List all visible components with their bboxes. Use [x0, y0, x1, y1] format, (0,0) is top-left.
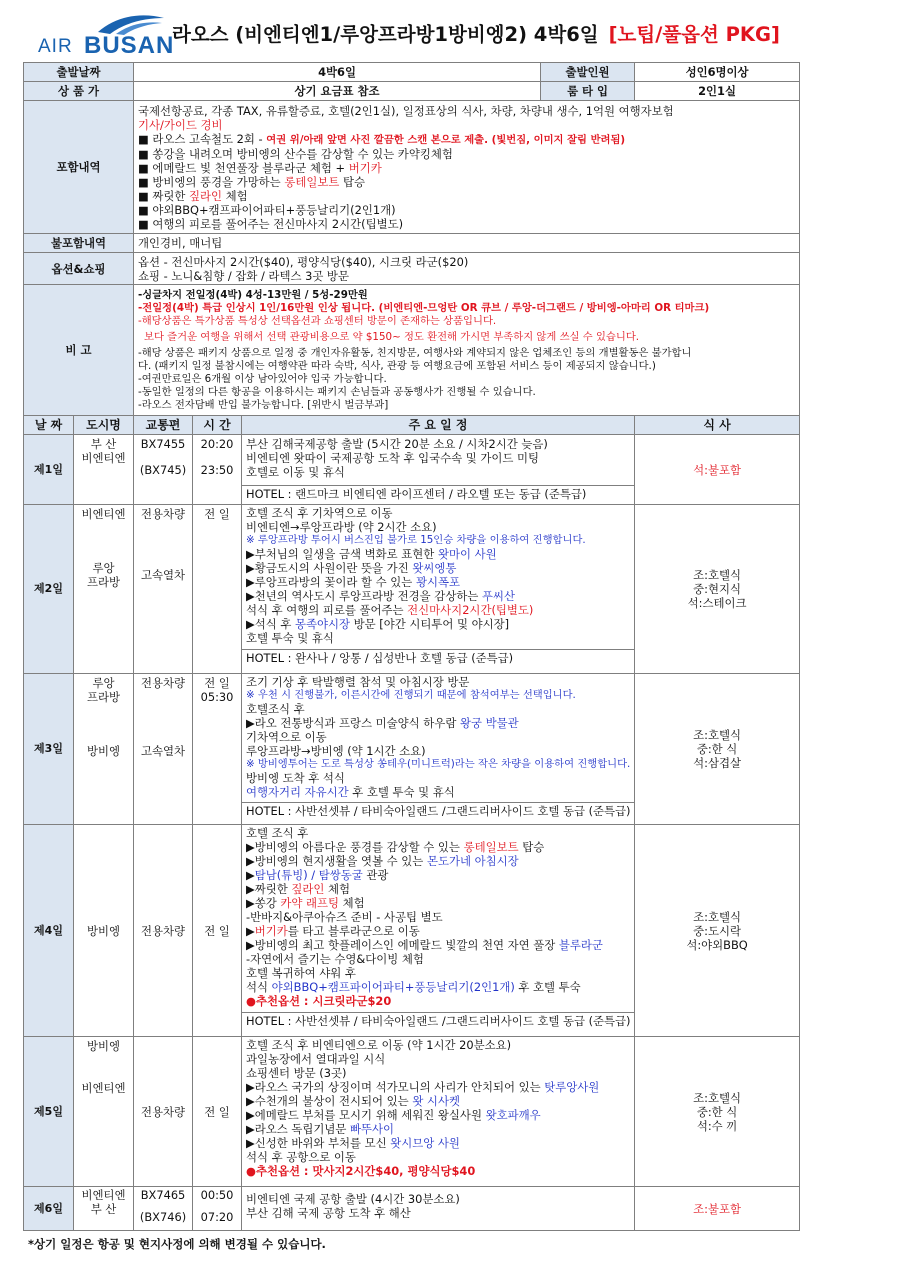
remark-upgrade: -전일정(4박) 특급 인상시 1인/16만원 인상 됩니다. (비엔티엔-므엉탄 OR 큐브 / 루앙-더그랜드 / 방비엥-아마리 OR 티마크): [138, 301, 710, 314]
title-text: 라오스 (비엔티엔1/루앙프라방1방비엥2) 4박6일: [172, 23, 599, 46]
day-row-3: [24, 674, 800, 825]
day-meals: 조:불포함: [635, 1187, 800, 1231]
itinerary-table: [23, 62, 800, 1231]
shopping-line: 쇼핑 - 노니&침향 / 잡화 / 라텍스 3곳 방문: [138, 268, 349, 283]
col-city: 도시명: [74, 416, 134, 435]
col-itinerary: 주 요 일 정: [242, 416, 635, 435]
price-value: 상기 요금표 참조: [134, 82, 541, 101]
info-row-price: [24, 82, 800, 101]
day-label: 제6일: [24, 1187, 74, 1231]
schedule-header: [24, 416, 800, 435]
people-label: 출발인원: [541, 63, 635, 82]
day-label: 제3일: [24, 674, 74, 825]
hotel-info: HOTEL : 랜드마크 비엔티엔 라이프센터 / 라오텔 또는 동급 (준특급): [242, 485, 634, 501]
included-item: ■ 쏭강을 내려오며 방비엥의 산수를 감상할 수 있는 카약킹체험: [138, 146, 453, 161]
included-content: [134, 101, 800, 234]
day-transport: BX7455 (BX745): [134, 435, 193, 505]
remark-money: 보다 즐거운 여행을 위해서 선택 관광비용으로 약 $150~ 정도 환전해 가시면 부족하지 않게 쓰실 수 있습니다.: [144, 330, 640, 343]
remark-special: -해당상품은 특가상품 특성상 선택옵션과 쇼핑센터 방문이 존재하는 상품입니다.: [138, 314, 497, 327]
logo-busan-text: BUSAN: [84, 32, 175, 59]
included-item: ■ 에메랄드 빛 천연풀장 블루라군 체험 + 버기카: [138, 160, 382, 175]
day-itinerary: 호텔 조식 후 비엔티엔으로 이동 (약 1시간 20분소요) 과일농장에서 열대과일 시식 쇼핑센터 방문 (3곳) ▶라오스 국가의 상징이며 석가모니의 사리가 안치되어 있는 탓루앙사원 ▶수천개의 불상이 전시되어 있는 왓 시사켓 ▶에메랄드 부처를 모시기 위해 세워진 왕실사원 왓호파깨우 ▶라오스 독립기념문 빠뚜사이 ▶신성한 바위와 부처를 모신 왓시므앙 사원 석식 후 공항으로 이동 ●추천옵션 : 맛사지2시간$40, 평양식당$40: [242, 1037, 635, 1187]
day-time: 전 일: [193, 1037, 242, 1187]
included-line: 국제선항공료, 각종 TAX, 유류할증료, 호텔(2인1실), 일정표상의 식사, 차량, 차량내 생수, 1억원 여행자보험: [138, 103, 674, 118]
day-row-5: [24, 1037, 800, 1187]
day-time: 전 일: [193, 825, 242, 1037]
options-line: 옵션 - 전신마사지 2시간($40), 평양식당($40), 시크릿 라군($20): [138, 254, 469, 269]
day-meals: 조:호텔식 중:한 식 석:삼겹살: [635, 674, 800, 825]
info-row-options: [24, 253, 800, 285]
air-busan-logo: [36, 10, 175, 59]
remark-note: 다. (패키지 일정 불참시에는 여행약관 따라 숙박, 식사, 관광 등 여행요금에 포함된 서비스 등이 제공되지 않습니다.): [138, 359, 656, 372]
remark-note: -해당 상품은 패키지 상품으로 일정 중 개인자유활동, 친지방문, 여행사와 계약되지 않은 업체조인 등의 개별활동은 불가합니: [138, 346, 692, 359]
day-meals: 조:호텔식 중:한 식 석:수 끼: [635, 1037, 800, 1187]
day-itinerary: 조기 기상 후 탁발행렬 참석 및 아침시장 방문 ※ 우천 시 진행불가, 이른시간에 진행되기 때문에 참석여부는 선택입니다. 호텔조식 후 ▶라오 전통방식과 프랑스 미술양식 하우람 왕궁 박물관 기차역으로 이동 루앙프라방→방비엥 (약 1시간 소요) ※ 방비엥투어는 도로 특성상 쏭테우(미니트럭)라는 작은 차량을 이용하여 진행합니다. 방비엥 도착 후 석식 여행자거리 자유시간 후 호텔 투숙 및 휴식 HOTEL : 사반선셋뷰 / 타비숙아일랜드 /그랜드리버사이드 호텔 동급 (준특급): [242, 674, 635, 825]
room-label: 룸 타 입: [541, 82, 635, 101]
col-time: 시 간: [193, 416, 242, 435]
day-row-2: [24, 505, 800, 674]
info-row-remarks: [24, 285, 800, 416]
day-meals: 석:불포함: [635, 435, 800, 505]
col-transport: 교통편: [134, 416, 193, 435]
included-line: 기사/가이드 경비: [138, 117, 223, 132]
day-label: 제1일: [24, 435, 74, 505]
included-item: ■ 라오스 고속철도 2회 - 여권 위/아래 앞면 사진 깔끔한 스캔 본으로 제출. (빛번짐, 이미지 잘림 반려됨): [138, 131, 626, 146]
day-row-4: [24, 825, 800, 1037]
info-row-excluded: [24, 234, 800, 253]
page-title: [172, 19, 780, 47]
day-city: 부 산 비엔티엔: [74, 435, 134, 505]
logo-air-text: AIR: [38, 36, 73, 57]
room-value: 2인1실: [635, 82, 800, 101]
day-label: 제4일: [24, 825, 74, 1037]
info-row-included: [24, 101, 800, 234]
excluded-label: 불포함내역: [24, 234, 134, 253]
remark-note: -라오스 전자담배 반입 불가능합니다. [위반시 벌금부과]: [138, 398, 389, 411]
day-transport: 전용차량: [134, 1037, 193, 1187]
day-transport: 전용차량 고속열차: [134, 505, 193, 674]
hotel-info: HOTEL : 사반선셋뷰 / 타비숙아일랜드 /그랜드리버사이드 호텔 동급 (준특급): [242, 1012, 634, 1028]
day-transport: 전용차량 고속열차: [134, 674, 193, 825]
day-time: 20:20 23:50: [193, 435, 242, 505]
day-time: 전 일 05:30: [193, 674, 242, 825]
day-itinerary: 부산 김해국제공항 출발 (5시간 20분 소요 / 시차2시간 늦음) 비엔티엔 왓따이 국제공항 도착 후 입국수속 및 가이드 미팅 호텔로 이동 및 휴식 HOTEL : 랜드마크 비엔티엔 라이프센터 / 라오텔 또는 동급 (준특급): [242, 435, 635, 505]
day-time: 전 일: [193, 505, 242, 674]
hotel-info: HOTEL : 사반선셋뷰 / 타비숙아일랜드 /그랜드리버사이드 호텔 동급 (준특급): [242, 802, 634, 818]
day-city: 방비엥 비엔티엔: [74, 1037, 134, 1187]
header: [0, 0, 905, 62]
remark-surcharge: -싱글차지 전일정(4박) 4성-13만원 / 5성-29만원: [138, 288, 368, 301]
remark-note: -여권만료일은 6개월 이상 남아있어야 입국 가능합니다.: [138, 372, 387, 385]
day-label: 제2일: [24, 505, 74, 674]
remark-note: -동일한 일정의 다른 항공을 이용하시는 패키지 손님들과 공동행사가 진행될 수 있습니다.: [138, 385, 536, 398]
day-city: 비엔티엔 부 산: [74, 1187, 134, 1231]
remarks-content: [134, 285, 800, 416]
price-label: 상 품 가: [24, 82, 134, 101]
options-content: [134, 253, 800, 285]
day-city: 루앙 프라방 방비엥: [74, 674, 134, 825]
day-meals: 조:호텔식 중:도시락 석:야외BBQ: [635, 825, 800, 1037]
day-itinerary: 비엔티엔 국제 공항 출발 (4시간 30분소요) 부산 김해 국제 공항 도착 후 해산: [242, 1187, 635, 1231]
day-city: 방비엥: [74, 825, 134, 1037]
day-meals: 조:호텔식 중:현지식 석:스테이크: [635, 505, 800, 674]
included-item: ■ 방비엥의 풍경을 가망하는 롱테일보트 탑승: [138, 174, 365, 189]
day-time: 00:50 07:20: [193, 1187, 242, 1231]
excluded-value: 개인경비, 매너팁: [134, 234, 800, 253]
day-transport: BX7465 (BX746): [134, 1187, 193, 1231]
day-label: 제5일: [24, 1037, 74, 1187]
day-itinerary: 호텔 조식 후 ▶방비엥의 아름다운 풍경를 감상할 수 있는 롱테일보트 탑승 ▶방비엥의 현지생활을 엿볼 수 있는 몬도가네 아침시장 ▶탐남(튜빙) / 탐쌍동굴 관광 ▶짜릿한 짚라인 체험 ▶쏭강 카약 래프팅 체험 -반바지&아쿠아슈즈 준비 - 사공팁 별도 ▶버기카를 타고 블루라군으로 이동 ▶방비엥의 최고 핫플레이스인 에메랄드 빛깔의 천연 자연 풀장 블루라군 -자연에서 즐기는 수영&다이빙 체험 호텔 복귀하여 샤워 후 석식 야외BBQ+캠프파이어파티+풍등날리기(2인1개) 후 호텔 투숙 ●추천옵션 : 시크릿라군$20 HOTEL : 사반선셋뷰 / 타비숙아일랜드 /그랜드리버사이드 호텔 동급 (준특급): [242, 825, 635, 1037]
title-tag: [노팁/풀옵션 PKG]: [608, 23, 780, 46]
col-day: 날 짜: [24, 416, 74, 435]
day-row-6: [24, 1187, 800, 1231]
day-itinerary: 호텔 조식 후 기차역으로 이동 비엔티엔→루앙프라방 (약 2시간 소요) ※ 루앙프라방 투어시 버스진입 불가로 15인승 차량을 이용하여 진행합니다. ▶부처님의 일생을 금색 벽화로 표현한 왓마이 사원 ▶황금도시의 사원이란 뜻을 가진 왓씨엥통 ▶루앙프라방의 꽃이라 할 수 있는 꽝시폭포 ▶천년의 역사도시 루앙프라방 전경을 감상하는 푸씨산 석식 후 여행의 피로를 풀어주는 전신마사지2시간(팁별도) ▶석식 후 몽족야시장 방문 [야간 시티투어 및 야시장] 호텔 투숙 및 휴식 HOTEL : 완사나 / 앙통 / 십성반나 호텔 동급 (준특급): [242, 505, 635, 674]
people-value: 성인6명이상: [635, 63, 800, 82]
footnote: *상기 일정은 항공 및 현지사정에 의해 변경될 수 있습니다.: [28, 1237, 326, 1251]
included-item: ■ 여행의 피로를 풀어주는 전신마사지 2시간(팁별도): [138, 216, 404, 231]
col-meals: 식 사: [635, 416, 800, 435]
included-item: ■ 짜릿한 짚라인 체험: [138, 188, 248, 203]
day-city: 비엔티엔 루앙 프라방: [74, 505, 134, 674]
info-row-departure: [24, 63, 800, 82]
options-label: 옵션&쇼핑: [24, 253, 134, 285]
day-row-1: [24, 435, 800, 505]
day-transport: 전용차량: [134, 825, 193, 1037]
remarks-label: 비 고: [24, 285, 134, 416]
hotel-info: HOTEL : 완사나 / 앙통 / 십성반나 호텔 동급 (준특급): [242, 649, 634, 665]
included-label: 포함내역: [24, 101, 134, 234]
departure-value: 4박6일: [134, 63, 541, 82]
departure-label: 출발날짜: [24, 63, 134, 82]
included-item: ■ 야외BBQ+캠프파이어파티+풍등날리기(2인1개): [138, 202, 396, 217]
